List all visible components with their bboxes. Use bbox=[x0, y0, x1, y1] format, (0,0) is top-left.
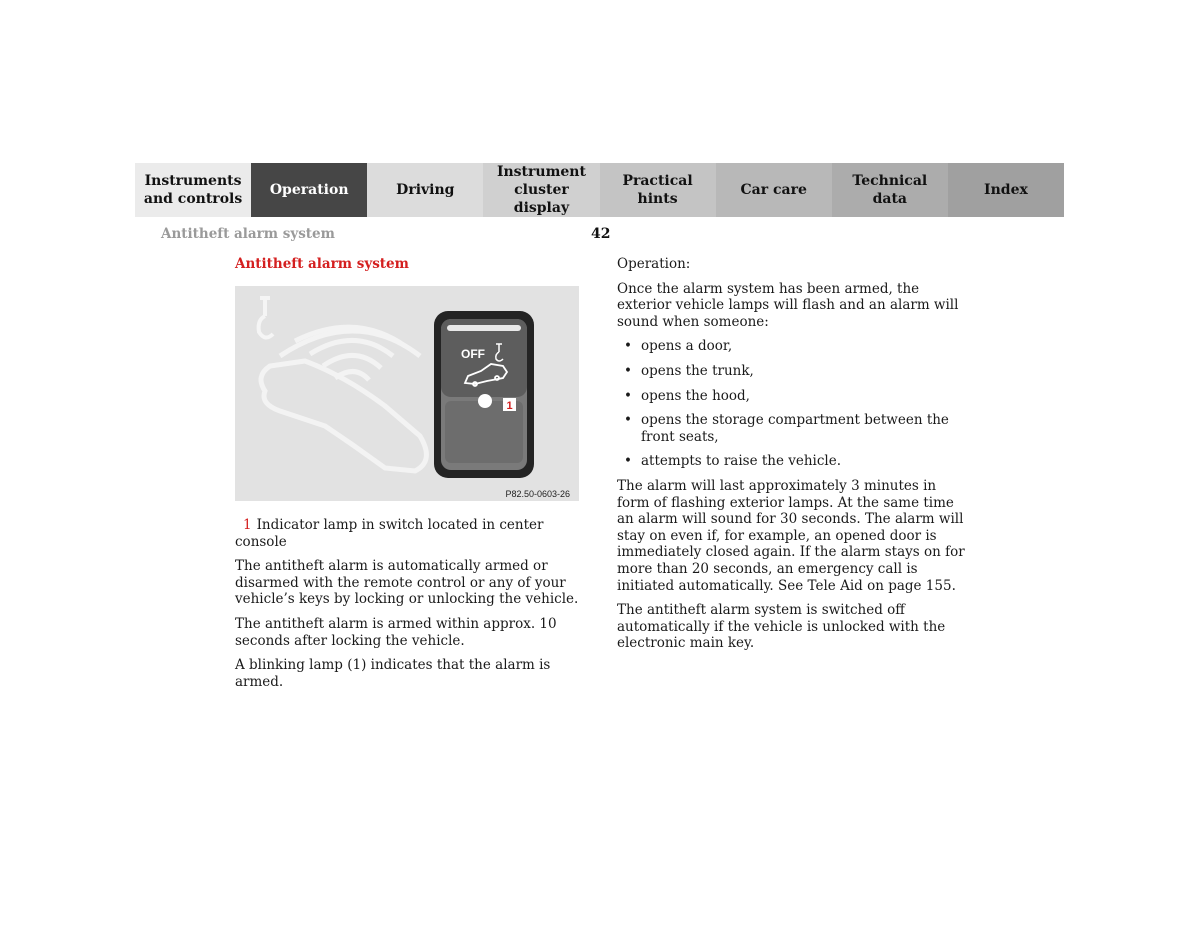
page-number: 42 bbox=[591, 226, 611, 242]
tab-index[interactable]: Index bbox=[948, 163, 1064, 217]
background-hook-icon bbox=[259, 298, 273, 338]
caption-number: 1 bbox=[243, 517, 252, 533]
body-paragraph: Once the alarm system has been armed, the exterior vehicle lamps will flash and an alarm will sound when someone: bbox=[617, 280, 959, 330]
list-item: • attempts to raise the vehicle. bbox=[617, 453, 967, 470]
switch-highlight bbox=[447, 325, 521, 331]
caption-text: Indicator lamp in switch located in center console bbox=[235, 517, 544, 550]
running-title: Antitheft alarm system bbox=[161, 226, 335, 242]
tab-car-care[interactable]: Car care bbox=[716, 163, 832, 217]
tab-driving[interactable]: Driving bbox=[367, 163, 483, 217]
figure-caption bbox=[235, 517, 585, 550]
indicator-lamp bbox=[478, 394, 492, 408]
operation-heading: Operation: bbox=[617, 256, 691, 272]
tab-practical-hints[interactable]: Practical hints bbox=[600, 163, 716, 217]
list-item: • opens a door, bbox=[617, 338, 967, 355]
body-paragraph: The antitheft alarm is armed within approx. 10 seconds after locking the vehicle. bbox=[235, 615, 557, 649]
body-paragraph: A blinking lamp (1) indicates that the alarm is armed. bbox=[235, 657, 551, 690]
tab-operation[interactable]: Operation bbox=[251, 163, 367, 217]
left-column bbox=[235, 256, 585, 690]
list-item: • opens the storage compartment between the front seats, bbox=[617, 412, 967, 445]
tab-instrument-cluster-display[interactable]: Instrument cluster display bbox=[483, 163, 599, 217]
alarm-switch-drawing bbox=[235, 286, 579, 501]
list-item: • opens the trunk, bbox=[617, 363, 967, 380]
tab-technical-data[interactable]: Technical data bbox=[832, 163, 948, 217]
figure-code: P82.50-0603-26 bbox=[505, 489, 570, 499]
section-tab-bar bbox=[135, 163, 1064, 217]
list-item: • opens the hood, bbox=[617, 388, 967, 405]
trigger-list bbox=[617, 338, 967, 470]
body-paragraph: The antitheft alarm system is switched off automatically if the vehicle is unlocked with the electronic main key. bbox=[617, 602, 946, 652]
section-title: Antitheft alarm system bbox=[235, 256, 409, 272]
body-paragraph: The antitheft alarm is automatically armed or disarmed with the remote control or any of your vehicle’s keys by locking or unlocking the vehicle. bbox=[235, 558, 579, 608]
tab-instruments-and-controls[interactable]: Instruments and controls bbox=[135, 163, 251, 217]
switch-illustration bbox=[235, 286, 579, 501]
right-column bbox=[617, 256, 967, 652]
body-paragraph: The alarm will last approximately 3 minutes in form of flashing exterior lamps. At the same time an alarm will sound for 30 seconds. The alarm will stay on even if, for example, an opened door is immediately closed again. If the alarm stays on for more than 20 seconds, an emergency call is initiated automatically. See Tele Aid on page 155. bbox=[617, 477, 965, 594]
switch-off-text: OFF bbox=[461, 347, 485, 361]
background-alarm-graphic bbox=[261, 327, 426, 471]
callout-number: 1 bbox=[506, 400, 513, 412]
